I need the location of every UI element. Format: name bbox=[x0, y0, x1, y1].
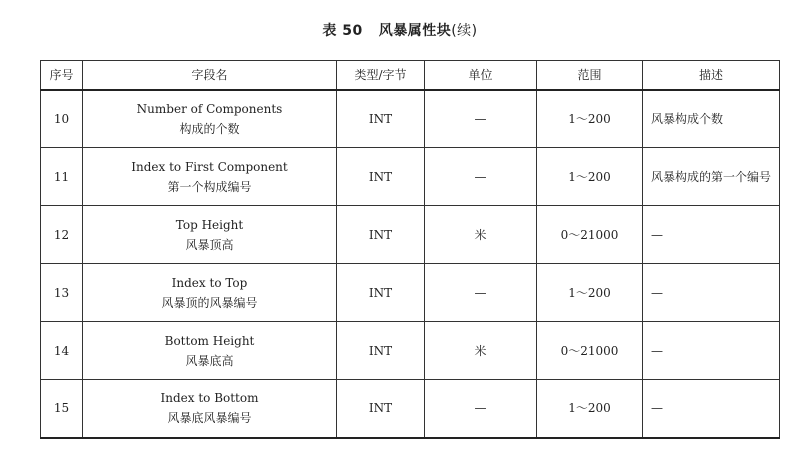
field-name-cn: 第一个构成编号 bbox=[167, 179, 252, 194]
cell-field-name bbox=[83, 148, 337, 206]
cell-range: 1～200 bbox=[537, 264, 643, 322]
cell-serial: 12 bbox=[41, 206, 83, 264]
cell-type: INT bbox=[337, 148, 425, 206]
table-row bbox=[41, 206, 780, 264]
cell-range: 1～200 bbox=[537, 380, 643, 438]
table-row bbox=[41, 148, 780, 206]
cell-description: — bbox=[643, 322, 780, 380]
cell-type: INT bbox=[337, 90, 425, 148]
cell-field-name bbox=[83, 90, 337, 148]
cell-type: INT bbox=[337, 264, 425, 322]
field-name-cn: 风暴底高 bbox=[185, 353, 234, 368]
cell-description: — bbox=[643, 264, 780, 322]
cell-serial: 13 bbox=[41, 264, 83, 322]
cell-field-name bbox=[83, 264, 337, 322]
cell-range: 0～21000 bbox=[537, 206, 643, 264]
field-name-en: Top Height bbox=[175, 217, 244, 232]
table-row bbox=[41, 322, 780, 380]
cell-unit: 米 bbox=[425, 322, 537, 380]
cell-unit: — bbox=[425, 380, 537, 438]
table-row bbox=[41, 264, 780, 322]
field-name-cn: 风暴顶的风暴编号 bbox=[161, 295, 258, 310]
cell-field-name bbox=[83, 322, 337, 380]
cell-serial: 15 bbox=[41, 380, 83, 438]
header-range: 范围 bbox=[537, 61, 643, 90]
table-row bbox=[41, 90, 780, 148]
cell-description: 风暴构成个数 bbox=[643, 90, 780, 148]
header-field-name: 字段名 bbox=[83, 61, 337, 90]
table-row bbox=[41, 380, 780, 438]
cell-description: — bbox=[643, 206, 780, 264]
field-name-cn: 构成的个数 bbox=[179, 121, 240, 136]
header-serial: 序号 bbox=[41, 61, 83, 90]
table-continued-mark: (续) bbox=[451, 23, 478, 39]
field-name-cn: 风暴底风暴编号 bbox=[167, 411, 252, 426]
field-name-en: Index to Top bbox=[171, 275, 248, 290]
cell-description: 风暴构成的第一个编号 bbox=[643, 148, 780, 206]
header-description: 描述 bbox=[643, 61, 780, 90]
table-caption bbox=[0, 20, 800, 40]
header-unit: 单位 bbox=[425, 61, 537, 90]
cell-unit: — bbox=[425, 90, 537, 148]
table-number: 表 50 bbox=[322, 23, 363, 39]
table-title: 风暴属性块 bbox=[378, 23, 452, 39]
cell-unit: — bbox=[425, 264, 537, 322]
cell-type: INT bbox=[337, 322, 425, 380]
storm-attribute-table bbox=[40, 60, 780, 439]
field-name-en: Index to Bottom bbox=[160, 391, 259, 406]
cell-unit: 米 bbox=[425, 206, 537, 264]
cell-serial: 11 bbox=[41, 148, 83, 206]
cell-range: 0～21000 bbox=[537, 322, 643, 380]
field-name-cn: 风暴顶高 bbox=[185, 237, 234, 252]
field-name-en: Index to First Component bbox=[131, 159, 288, 174]
header-row bbox=[41, 61, 780, 90]
cell-type: INT bbox=[337, 206, 425, 264]
header-type: 类型/字节 bbox=[337, 61, 425, 90]
cell-type: INT bbox=[337, 380, 425, 438]
cell-range: 1～200 bbox=[537, 90, 643, 148]
cell-serial: 14 bbox=[41, 322, 83, 380]
field-name-en: Bottom Height bbox=[164, 333, 255, 348]
cell-field-name bbox=[83, 380, 337, 438]
cell-serial: 10 bbox=[41, 90, 83, 148]
cell-description: — bbox=[643, 380, 780, 438]
cell-range: 1～200 bbox=[537, 148, 643, 206]
cell-field-name bbox=[83, 206, 337, 264]
field-name-en: Number of Components bbox=[136, 101, 283, 116]
cell-unit: — bbox=[425, 148, 537, 206]
